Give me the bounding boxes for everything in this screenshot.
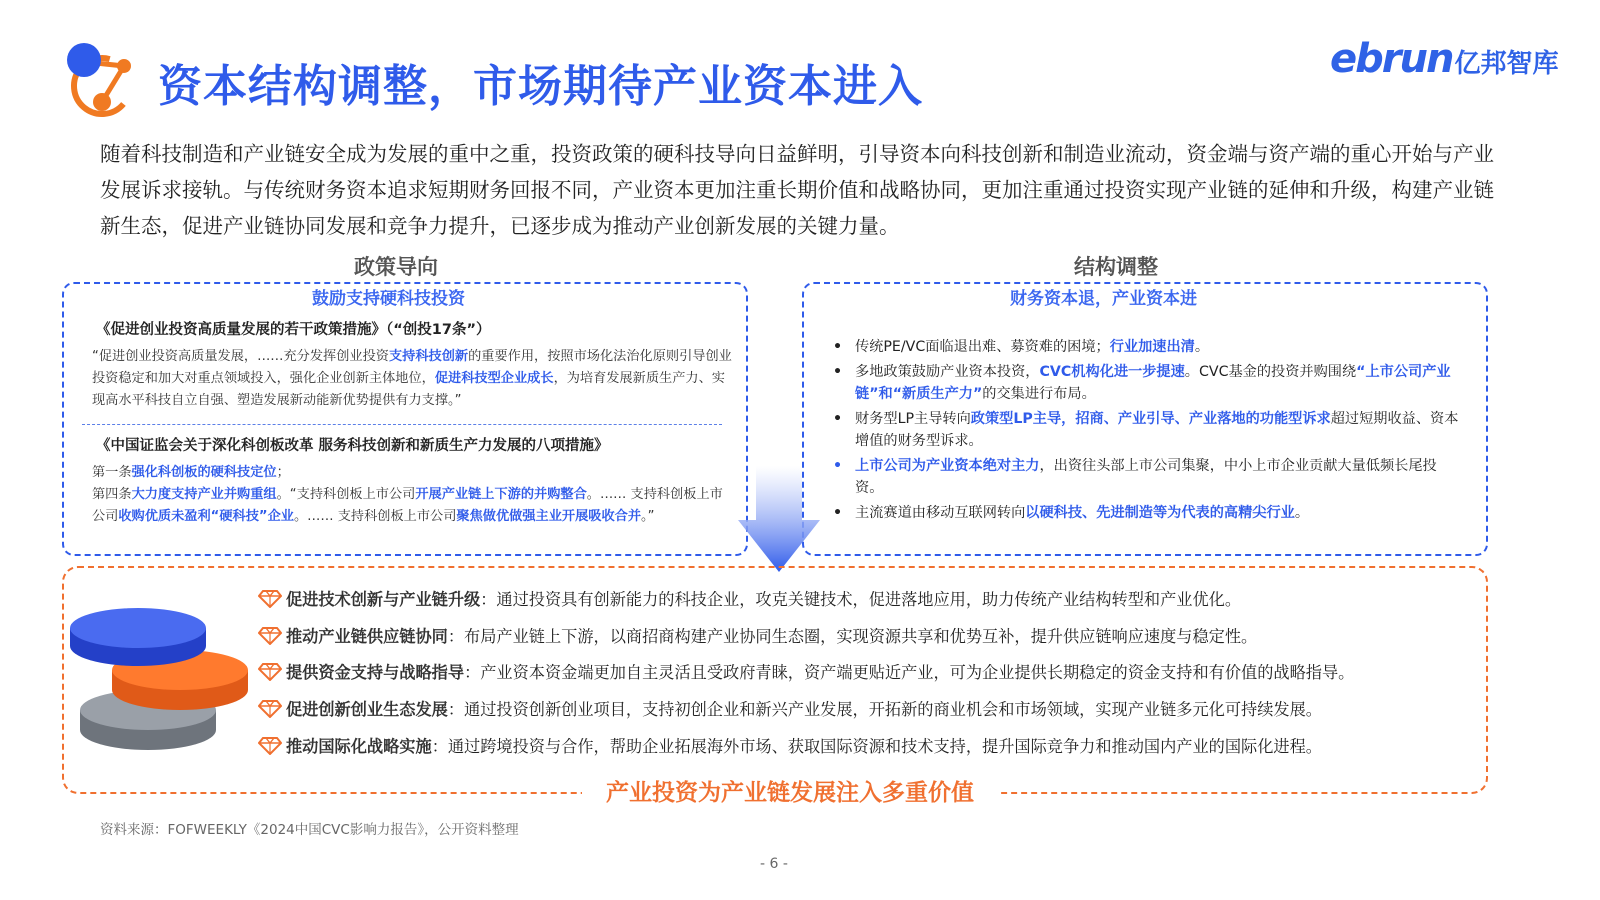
policy-item1-text3: ，为培育发展新质生产力、实现高水平科技自立自强、塑造发展新动能新优势提供有力支撑。” [92, 371, 725, 408]
page-number: - 6 - [760, 856, 788, 872]
gem-icon [258, 700, 282, 718]
policy-item1-highlight2: 促进科技型企业成长 [434, 371, 554, 386]
policy-item2-l1-highlight: 强化科创板的硬科技定位 [131, 465, 277, 480]
bullet-dot: • [833, 339, 843, 355]
molecule-logo-icon [62, 40, 142, 120]
structure-b4-end: ，出资往头部上市公司集聚，中小上市企业贡献大量低频长尾投资。 [855, 457, 1437, 496]
policy-item2-l2-highlight2: 开展产业链上下游的并购整合 [415, 487, 587, 502]
policy-item2-l2-highlight3: 收购优质未盈利“硬科技”企业 [118, 509, 294, 524]
structure-sublabel: 财务资本退，产业资本进 [1010, 289, 1197, 309]
bullet-dot: • [833, 363, 843, 380]
policy-item2-l2-suffix: 。” [641, 509, 655, 524]
value-row-label: 促进创新创业生态发展 [286, 700, 448, 719]
policy-item2-l1-prefix: 第一条 [92, 465, 132, 480]
policy-item2-l2-highlight1: 大力度支持产业并购重组 [131, 487, 277, 502]
structure-b3-text: 财务型LP主导转向 [855, 410, 971, 427]
policy-divider [82, 424, 722, 425]
list-item [258, 588, 1241, 612]
list-item [833, 455, 1463, 500]
policy-item1-body [92, 346, 732, 412]
structure-bullet-list [833, 336, 1463, 526]
policy-item2-l2-mid3: 。…… 支持科创板上市公司 [293, 509, 457, 524]
policy-item2-l2-highlight4: 聚焦做优做强主业开展吸收合并 [456, 509, 642, 524]
bullet-dot: • [833, 457, 843, 474]
values-title: 产业投资为产业链发展注入多重价值 [582, 774, 998, 807]
list-item [258, 625, 1257, 649]
list-item [833, 336, 1463, 359]
gem-icon [258, 663, 282, 681]
value-row-label: 促进技术创新与产业链升级 [286, 590, 481, 609]
value-row-label: 提供资金支持与战略指导 [286, 663, 465, 682]
structure-b5-text: 主流赛道由移动互联网转向 [855, 504, 1026, 521]
policy-item1-highlight1: 支持科技创新 [388, 349, 469, 364]
structure-b5-highlight: 以硬科技、先进制造等为代表的高精尖行业 [1025, 504, 1295, 521]
list-item [258, 735, 1322, 759]
structure-b4-highlight: 上市公司为产业资本绝对主力 [855, 457, 1040, 474]
structure-b2-highlight2: “上市公司产业链”和“新质生产力” [855, 363, 1451, 402]
policy-item2-title: 《中国证监会关于深化科创板改革 服务科技创新和新质生产力发展的八项措施》 [96, 438, 609, 454]
policy-item1-title: 《促进创业投资高质量发展的若干政策措施》（“创投17条”） [96, 322, 491, 338]
brand-logo-en: ebrun [1330, 36, 1453, 82]
structure-b2-mid: 。CVC基金的投资并购围绕 [1184, 363, 1357, 380]
policy-item2-l1-suffix: ； [276, 465, 290, 480]
list-item [833, 408, 1463, 453]
policy-item1-text2: 的重要作用，按照市场化法治化原则引导创业投资稳定和加大对重点领域投入，强化企业创新主体地位， [92, 349, 732, 386]
intro-paragraph: 随着科技制造和产业链安全成为发展的重中之重，投资政策的硬科技导向日益鲜明，引导资本向科技创新和制造业流动，资金端与资产端的重心开始与产业发展诉求接轨。与传统财务资本追求短期财务回报不同，产业资本更加注重长期价值和战略协同，更加注重通过投资实现产业链的延伸和升级，构建产业链新生态，促进产业链协同发展和竞争力提升，已逐步成为推动产业创新发展的关键力量。 [100, 142, 1494, 238]
value-row-label: 推动国际化战略实施 [286, 737, 432, 756]
list-item [258, 698, 1322, 722]
brand-logo [1330, 36, 1558, 82]
policy-item1-text1: “促进创业投资高质量发展，……充分发挥创业投资 [92, 349, 389, 364]
source-note: 资料来源：FOFWEEKLY《2024中国CVC影响力报告》，公开资料整理 [100, 822, 519, 838]
gem-icon [258, 590, 282, 608]
structure-b1-end: 。 [1194, 339, 1210, 355]
list-item [833, 361, 1463, 406]
policy-sublabel: 鼓励支持硬科技投资 [312, 289, 465, 309]
gem-icon [258, 627, 282, 645]
structure-b3-highlight: 政策型LP主导，招商、产业引导、产业落地的功能型诉求 [970, 410, 1331, 427]
value-row-text: ：产业资本资金端更加自主灵活且受政府青睐，资产端更贴近产业，可为企业提供长期稳定的资金支持和有价值的战略指导。 [464, 663, 1355, 682]
structure-b2-end: 的交集进行布局。 [982, 386, 1096, 402]
list-item [833, 502, 1463, 525]
gem-icon [258, 737, 282, 755]
policy-item2-body [92, 462, 732, 528]
value-row-label: 推动产业链供应链协同 [286, 627, 448, 646]
value-row-text: ：通过投资具有创新能力的科技企业，攻克关键技术，促进落地应用，助力传统产业结构转型和产业优化。 [480, 590, 1242, 609]
bullet-dot: • [833, 504, 843, 521]
value-row-text: ：布局产业链上下游，以商招商构建产业协同生态圈，实现资源共享和优势互补，提升供应链响应速度与稳定性。 [447, 627, 1258, 646]
policy-item2-l2-mid1: 。“支持科创板上市公司 [276, 487, 416, 502]
bullet-dot: • [833, 410, 843, 427]
page-title: 资本结构调整，市场期待产业资本进入 [158, 61, 923, 112]
structure-b1-highlight: 行业加速出清 [1109, 339, 1195, 355]
structure-b5-end: 。 [1294, 504, 1310, 521]
list-item [258, 661, 1354, 685]
value-row-text: ：通过投资创新创业项目，支持初创企业和新兴产业发展，开拓新的商业机会和市场领域，实现产业链多元化可持续发展。 [447, 700, 1322, 719]
structure-b2-text: 多地政策鼓励产业资本投资， [855, 363, 1040, 380]
policy-label: 政策导向 [340, 251, 452, 281]
structure-b3-end: 超过短期收益、资本增值的财务型诉求。 [855, 410, 1459, 449]
policy-item2-l2-prefix: 第四条 [92, 487, 132, 502]
structure-label: 结构调整 [1060, 251, 1172, 281]
layer-stack-icon [66, 606, 256, 756]
down-arrow-icon [738, 466, 820, 572]
value-row-text: ：通过跨境投资与合作，帮助企业拓展海外市场、获取国际资源和技术支持，提升国际竞争力和推动国内产业的国际化进程。 [431, 737, 1322, 756]
structure-b1-text: 传统PE/VC面临退出难、募资难的困境； [855, 339, 1110, 355]
brand-logo-cn: 亿邦智库 [1454, 49, 1559, 79]
structure-b2-highlight: CVC机构化进一步提速 [1039, 363, 1185, 380]
policy-item2-l2-mid2: 。…… 支持科创板上市公司 [92, 487, 723, 524]
